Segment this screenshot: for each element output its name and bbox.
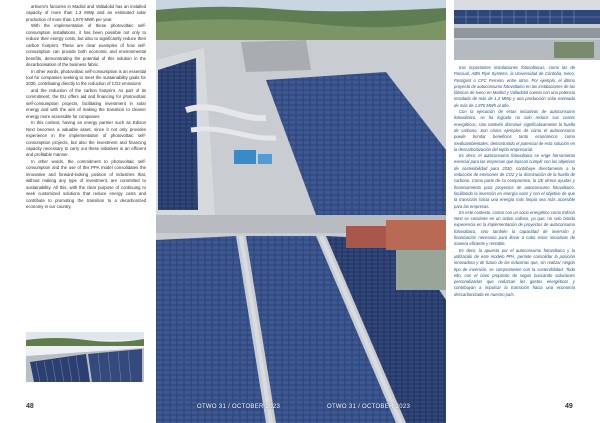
top-right-rooftop-photo [454,0,600,60]
left-paragraph: In this context, having an energy partner such as Edison Next becomes a valuable asset, since it not only provides experience in the implementation of photovoltaic self-consumption projects, but also the investment and financing capacity necessary to carry out these initiatives in an efficient and profitable manner. [26,120,146,158]
left-paragraph: In other words, the commitment to photovoltaic self-consumption and the use of this PPA model consolidates the innovative and forward-looking position of industries that, without making any type of investment, are committed to sustainability. All this, with the clear purpose of continuing to seek customized solutions that reduce energy costs and contribute to promoting the transition to a decarbonized economy in our country. [26,158,146,210]
left-footer-issue: OTWO 31 / OCTOBER 2023 [197,404,281,410]
right-page-text-column [454,65,575,385]
left-page-number: 48 [26,403,34,410]
right-paragraph: Con la ejecución de estas iniciativas de autoconsumo fotovoltaico, se ha logrado no solo reducir sus costes energéticos, sino también disminuir significativamente la huella de carbono. Son claros ejemplos de cómo el autoconsumo puede brindar beneficios tanto económicos como medioambientales, demostrando el potencial de esta solución en la descarbonización del tejido empresarial. [454,109,575,152]
left-paragraph: In other words, photovoltaic self-consumption is an essential tool for companies seeking to meet the sustainability goals for 2030, contributing directly to the reduction of CO2 emissions [26,68,146,87]
right-footer-issue: OTWO 31 / OCTOBER 2023 [327,404,411,410]
left-paragraph: and the reduction of the carbon footprint. As part of its commitment, the EU offers aid and financing for photovoltaic self-consumption projects, facilitating investment in solar energy and with the aim of making the transition to cleaner energy more accessible for companies [26,87,146,119]
small-solar-roof-photo [26,332,144,382]
left-paragraph: With the implementation of these photovoltaic self-consumption installations, it has been possible not only to reduce their energy costs, but also to significantly reduce their carbon footprint. These are clear examples of how self-consumption can provide both economic and environmental benefits, demonstrating the potential of this solution in the decarbonisation of the business fabric. [26,23,146,68]
left-paragraph: artivero's factories in Madrid and Valladolid has an installed capacity of more than 1.3 MWp and an estimated solar production of more than 1,870 MWh per year. [26,4,146,22]
right-paragraph: Es decir, la apuesta por el autoconsumo fotovoltaico y la utilización de este modelo PPA, permite consolidar la posición innovadora y de futuro de las industrias que, sin realizar ningún tipo de inversión, se comprometen con la sostenibilidad. Todo ello, con el claro propósito de seguir buscando soluciones personalizadas que reduzcan los gastos energéticos y contribuyan a impulsar la transición hacia una economía descarbonizada en nuestro país. [454,247,575,297]
right-paragraph: tras importantes instalaciones fotovoltaicas, como las de Pascual, ABN Pipe Systems, la Universidad de Córdoba, Iveco, Postigost o CFC Ferreiro, entre otros. Por ejemplo, el último proyecto de autoconsumo fotovoltaico en las instalaciones de las fábricas de Iveco en Madrid y Valladolid cuenta con una potencia instalada de más de 1,3 MWp y una producción solar estimada de más de 1.870 MWh al año. [454,65,575,108]
aerial-solar-rooftop-photo [156,0,446,423]
right-paragraph: Es decir, el autoconsumo fotovoltaico se erige herramienta esencial para las empresas que buscan cumplir con los objetivos de sostenibilidad para 2030, contribuye directamente a la reducción de emisiones de CO2 y la disminución de la huella de carbono. Como parte de su compromiso, la UE ofrece ayudas y financiamiento para proyectos de autoconsumo fotovoltaico, facilitando la inversión en energía solar y con el objetivo de que la transición hacia una energía más limpia sea más accesible para las empresas. [454,153,575,209]
left-page-text-column [26,4,146,334]
right-page-number: 49 [565,403,573,410]
right-paragraph: En este contexto, contar con un socio energético como Edison Next se convierte en un activo valioso, ya que, no solo brinda experiencia en la implementación de proyectos de autoconsumo fotovoltaico, sino también la capacidad de inversión y financiación necesaria para llevar a cabo estas iniciativas de manera eficiente y rentable. [454,209,575,247]
